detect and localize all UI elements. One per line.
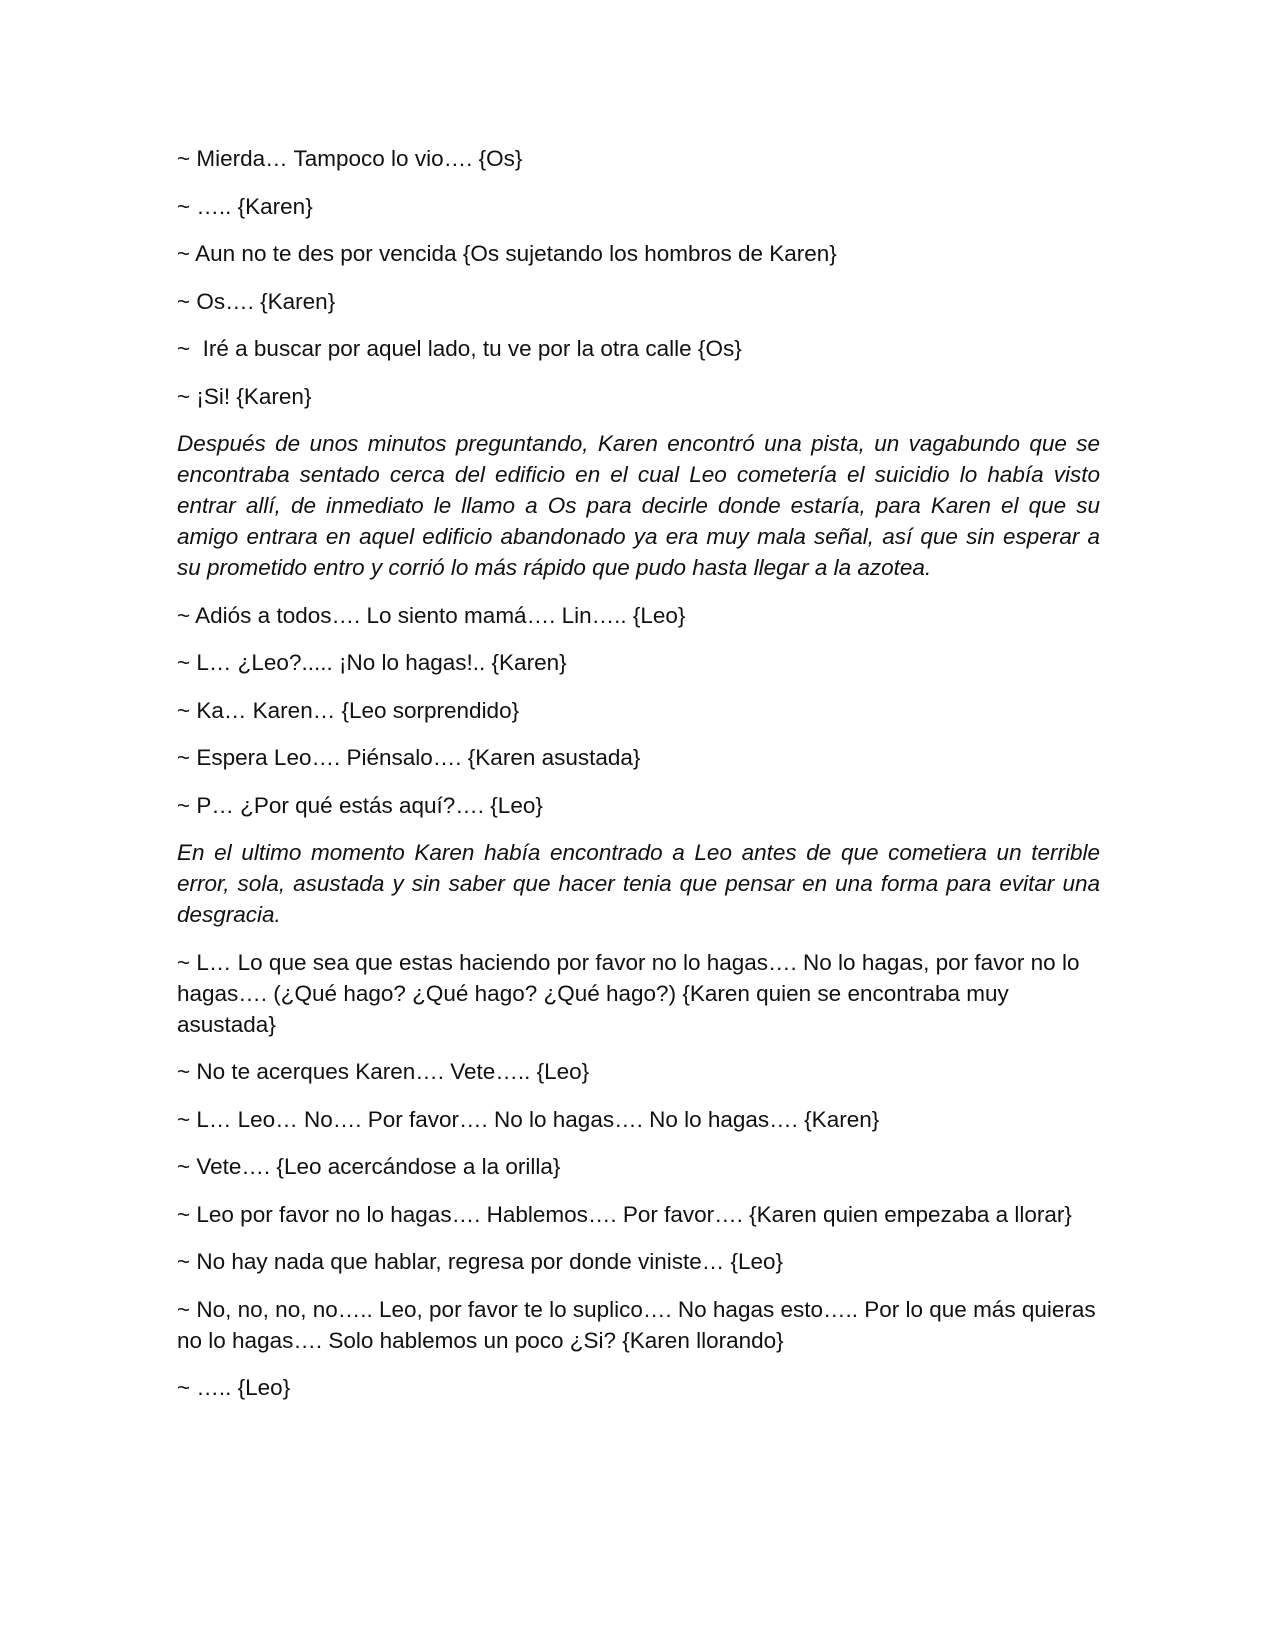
narration-paragraph: Después de unos minutos preguntando, Karen encontró una pista, un vagabundo que se encontraba sentado cerca del edificio en el cual Leo cometería el suicidio lo había visto entrar allí, de inmediato le llamo a Os para decirle donde estaría, para Karen el que su amigo entrara en aquel edificio abandonado ya era muy mala señal, así que sin esperar a su prometido entro y corrió lo más rápido que pudo hasta llegar a la azotea. [177, 431, 1107, 580]
document-page [177, 143, 1107, 1420]
dialogue-line: ~ Os…. {Karen} [177, 288, 336, 314]
dialogue-line: ~ L… Lo que sea que estas haciendo por favor no lo hagas…. No lo hagas, por favor no lo hagas…. (¿Qué hago? ¿Qué hago? ¿Qué hago?) {Karen quien se encontraba muy asustada} [177, 949, 1086, 1037]
dialogue-line: ~ Espera Leo…. Piénsalo…. {Karen asustada} [177, 745, 641, 770]
dialogue-line: ~ Adiós a todos…. Lo siento mamá…. Lin….. {Leo} [177, 602, 686, 628]
dialogue-line: ~ P… ¿Por qué estás aquí?…. {Leo} [177, 792, 543, 818]
dialogue-line: ~ No te acerques Karen…. Vete….. {Leo} [177, 1059, 590, 1084]
dialogue-line: ~ ….. {Karen} [177, 193, 313, 219]
dialogue-line: ~ Leo por favor no lo hagas…. Hablemos…. Por favor…. {Karen quien empezaba a llorar} [177, 1201, 1072, 1227]
dialogue-line: ~ Vete…. {Leo acercándose a la orilla} [177, 1154, 561, 1179]
dialogue-line: ~ L… Leo… No…. Por favor…. No lo hagas…. No lo hagas…. {Karen} [177, 1106, 880, 1132]
dialogue-line: ~ No hay nada que hablar, regresa por donde viniste… {Leo} [177, 1249, 784, 1274]
dialogue-line: ~ Iré a buscar por aquel lado, tu ve por la otra calle {Os} [177, 336, 742, 361]
dialogue-line: ~ ¡Si! {Karen} [177, 383, 312, 409]
dialogue-line: ~ L… ¿Leo?..... ¡No lo hagas!.. {Karen} [177, 650, 567, 675]
narration-paragraph: En el ultimo momento Karen había encontrado a Leo antes de que cometiera un terrible error, sola, asustada y sin saber que hacer tenia que pensar en una forma para evitar una desgracia. [177, 840, 1107, 927]
dialogue-line: ~ Ka… Karen… {Leo sorprendido} [177, 697, 520, 723]
dialogue-line: ~ Mierda… Tampoco lo vio…. {Os} [177, 146, 523, 171]
dialogue-line: ~ No, no, no, no….. Leo, por favor te lo suplico…. No hagas esto….. Por lo que más quieras no lo hagas…. Solo hablemos un poco ¿Si? {Karen llorando} [177, 1296, 1102, 1353]
dialogue-line: ~ ….. {Leo} [177, 1375, 291, 1400]
dialogue-line: ~ Aun no te des por vencida {Os sujetando los hombros de Karen} [177, 241, 837, 266]
